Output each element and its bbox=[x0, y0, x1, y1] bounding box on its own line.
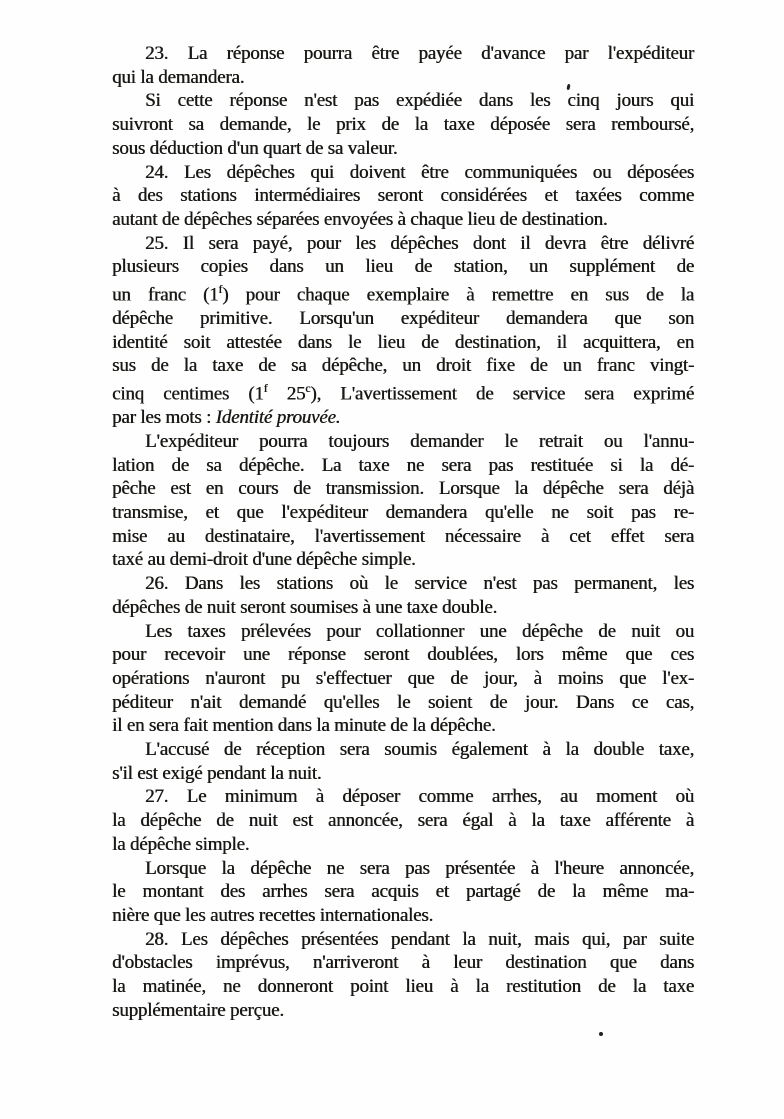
text-run: Les taxes prélevées pour collationner une dépêche de nuit ou bbox=[145, 620, 694, 642]
text-line-p7 bbox=[112, 643, 694, 667]
superscript-abbrev: f bbox=[263, 383, 268, 396]
text-line-p1 bbox=[112, 42, 694, 66]
text-line-p4 bbox=[112, 232, 694, 256]
text-run: 23. La réponse pourra être payée d'avance par l'expéditeur bbox=[145, 43, 694, 64]
text-run: la matinée, ne donneront point lieu à la restitution de la taxe bbox=[112, 976, 694, 998]
text-line-p5 bbox=[112, 501, 694, 525]
text-run: 27. Le minimum à déposer comme arrhes, au moment où bbox=[145, 786, 694, 808]
text-run: dépêches de nuit seront soumises à une taxe double. bbox=[112, 596, 497, 618]
text-run: qui la demandera. bbox=[112, 66, 245, 88]
text-run: nière que les autres recettes internationales. bbox=[112, 904, 434, 926]
text-run: 26. Dans les stations où le service n'est pas permanent, les bbox=[145, 573, 694, 595]
text-run: à des stations intermédiaires seront considérées et taxées comme bbox=[112, 185, 694, 207]
text-run: supplémentaire perçue. bbox=[112, 999, 284, 1021]
text-run: lation de sa dépêche. La taxe ne sera pas restituée si la dé- bbox=[112, 454, 694, 476]
text-line-p8 bbox=[112, 738, 694, 762]
text-run: dépêche primitive. Lorsqu'un expéditeur demandera que son bbox=[112, 308, 694, 330]
text-run: 25 bbox=[267, 383, 306, 405]
text-line-p1 bbox=[112, 66, 694, 90]
text-run: ) pour chaque exemplaire à remettre en sus de la bbox=[222, 284, 694, 306]
text-line-p10 bbox=[112, 904, 694, 928]
text-line-p3 bbox=[112, 208, 694, 232]
text-line-p3 bbox=[112, 184, 694, 208]
ink-speck bbox=[599, 1032, 603, 1036]
text-line-p6 bbox=[112, 596, 694, 620]
text-run: Lorsque la dépêche ne sera pas présentée à l'heure annoncée, bbox=[145, 857, 694, 879]
text-run: Si cette réponse n'est pas expédiée dans les cinq jours qui bbox=[145, 90, 694, 112]
text-line-p7 bbox=[112, 691, 694, 715]
text-run: le montant des arrhes sera acquis et partagé de la même ma- bbox=[112, 881, 694, 903]
text-run: cinq centimes (1 bbox=[112, 383, 264, 405]
text-line-p9 bbox=[112, 833, 694, 857]
text-line-p5 bbox=[112, 454, 694, 478]
text-line-p8 bbox=[112, 762, 694, 786]
text-run: taxé au demi-droit d'une dépêche simple. bbox=[112, 549, 416, 571]
text-run: il en sera fait mention dans la minute de la dépêche. bbox=[112, 715, 496, 737]
text-line-p4 bbox=[112, 378, 694, 406]
text-line-p4 bbox=[112, 406, 694, 430]
text-run: sus de la taxe de sa dépêche, un droit fixe de un franc vingt- bbox=[112, 355, 694, 377]
text-line-p4 bbox=[112, 331, 694, 355]
text-line-p10 bbox=[112, 857, 694, 881]
text-run: mise au destinataire, l'avertissement nécessaire à cet effet sera bbox=[112, 525, 694, 547]
text-line-p5 bbox=[112, 430, 694, 454]
text-run: ), L'avertissement de service sera exprimé bbox=[310, 383, 694, 405]
text-run: s'il est exigé pendant la nuit. bbox=[112, 762, 322, 784]
text-run: 25. Il sera payé, pour les dépêches dont il devra être délivré bbox=[145, 232, 694, 254]
superscript-abbrev: f bbox=[218, 284, 223, 297]
text-run: un franc (1 bbox=[112, 284, 219, 306]
page-text-block bbox=[112, 42, 694, 1022]
text-line-p7 bbox=[112, 714, 694, 738]
text-run: suivront sa demande, le prix de la taxe déposée sera remboursé, bbox=[112, 114, 694, 136]
text-run: par les mots : bbox=[112, 407, 216, 429]
text-line-p7 bbox=[112, 620, 694, 644]
text-run: pêche est en cours de transmission. Lorsque la dépêche sera déjà bbox=[112, 478, 694, 500]
text-run: opérations n'auront pu s'effectuer que de jour, à moins que l'ex- bbox=[112, 667, 694, 689]
text-line-p9 bbox=[112, 809, 694, 833]
text-run: transmise, et que l'expéditeur demandera qu'elle ne soit pas re- bbox=[112, 502, 694, 524]
text-run: 28. Les dépêches présentées pendant la nuit, mais qui, par suite bbox=[145, 928, 694, 950]
text-line-p4 bbox=[112, 307, 694, 331]
text-line-p11 bbox=[112, 999, 694, 1023]
text-line-p4 bbox=[112, 255, 694, 279]
text-line-p5 bbox=[112, 477, 694, 501]
text-run: L'expéditeur pourra toujours demander le retrait ou l'annu- bbox=[145, 430, 694, 452]
text-line-p7 bbox=[112, 667, 694, 691]
text-line-p2 bbox=[112, 113, 694, 137]
text-line-p6 bbox=[112, 572, 694, 596]
text-run: pour recevoir une réponse seront doublées, lors même que ces bbox=[112, 644, 694, 666]
text-run: la dépêche de nuit est annoncée, sera égal à la taxe afférente à bbox=[112, 810, 694, 832]
italic-phrase: Identité prouvée. bbox=[215, 407, 341, 429]
text-line-p9 bbox=[112, 785, 694, 809]
text-run: 24. Les dépêches qui doivent être communiquées ou déposées bbox=[145, 161, 694, 183]
text-line-p11 bbox=[112, 928, 694, 952]
text-run: sous déduction d'un quart de sa valeur. bbox=[112, 137, 398, 159]
text-run: plusieurs copies dans un lieu de station, un supplément de bbox=[112, 256, 694, 278]
text-run: d'obstacles imprévus, n'arriveront à leur destination que dans bbox=[112, 952, 694, 974]
text-line-p5 bbox=[112, 548, 694, 572]
text-line-p5 bbox=[112, 525, 694, 549]
text-line-p11 bbox=[112, 975, 694, 999]
text-run: la dépêche simple. bbox=[112, 833, 250, 855]
text-line-p2 bbox=[112, 89, 694, 113]
text-line-p2 bbox=[112, 137, 694, 161]
text-line-p4 bbox=[112, 279, 694, 307]
text-line-p10 bbox=[112, 880, 694, 904]
text-run: péditeur n'ait demandé qu'elles le soient de jour. Dans ce cas, bbox=[112, 691, 694, 713]
superscript-abbrev: c bbox=[305, 383, 311, 396]
text-run: identité soit attestée dans le lieu de destination, il acquittera, en bbox=[112, 331, 694, 353]
text-line-p3 bbox=[112, 161, 694, 185]
text-line-p11 bbox=[112, 951, 694, 975]
text-run: L'accusé de réception sera soumis également à la double taxe, bbox=[145, 739, 694, 761]
text-line-p4 bbox=[112, 354, 694, 378]
text-run: autant de dépêches séparées envoyées à chaque lieu de destination. bbox=[112, 208, 608, 230]
